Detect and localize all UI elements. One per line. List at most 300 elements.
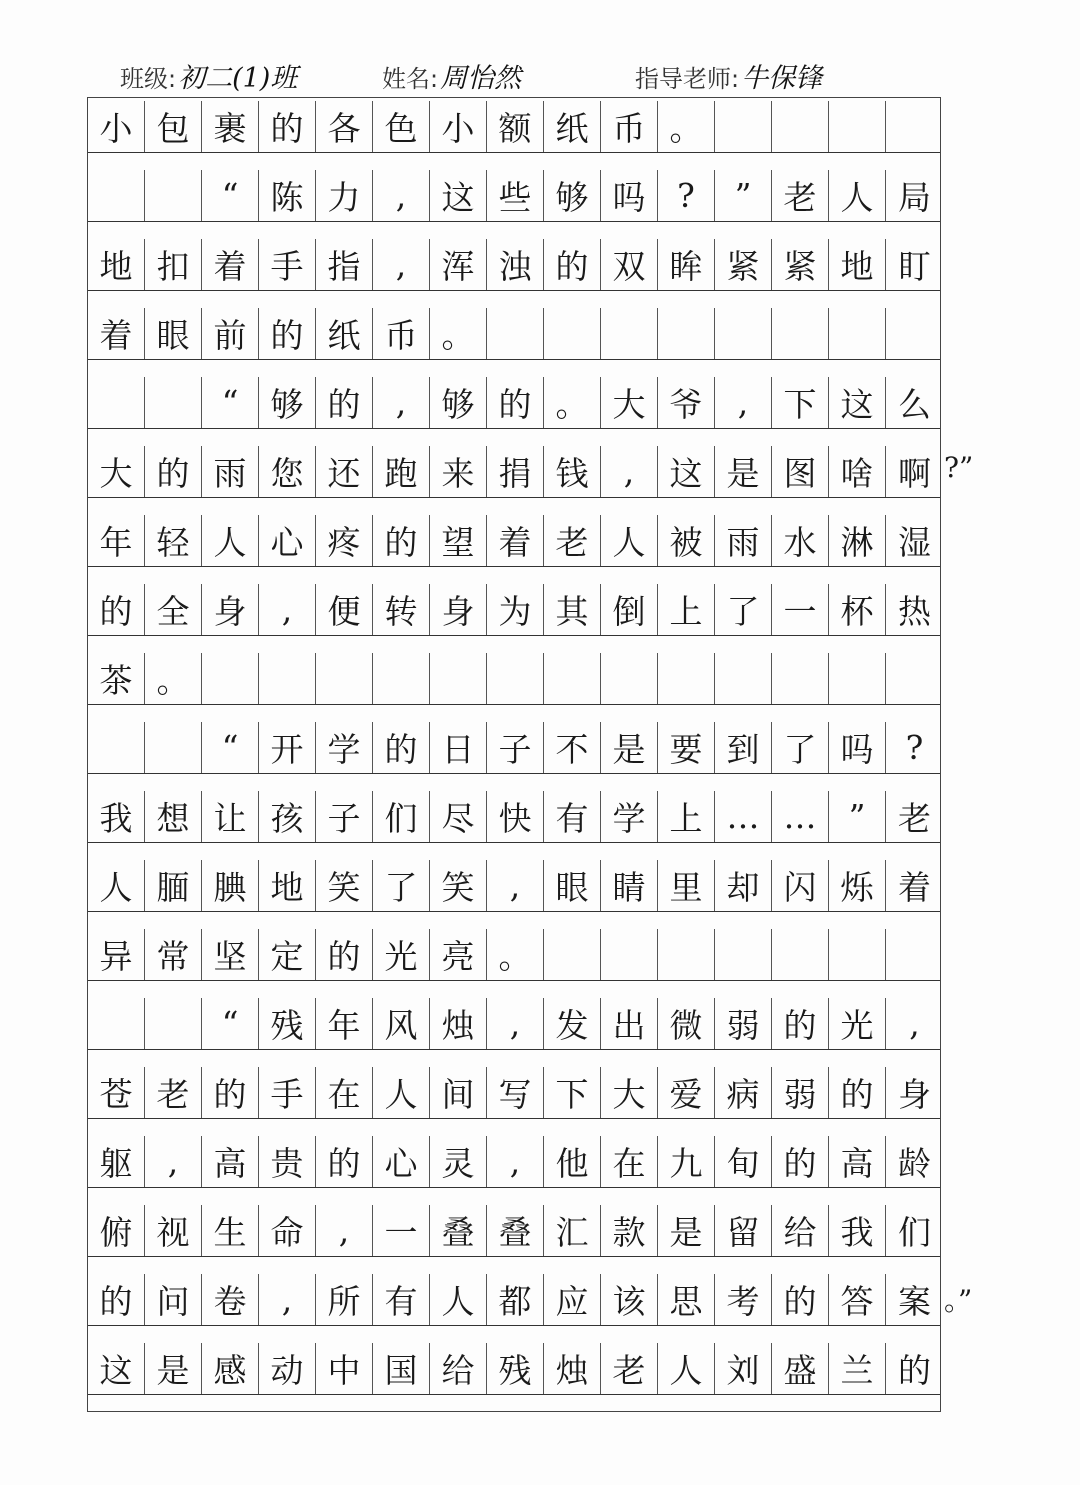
grid-cell — [886, 308, 943, 359]
grid-cell: 爱 — [658, 1067, 715, 1118]
name-field — [382, 56, 521, 95]
grid-cell: 孩 — [259, 791, 316, 842]
grid-cell — [658, 929, 715, 980]
grid-cell: 兰 — [829, 1343, 886, 1394]
grid-cell: 出 — [601, 998, 658, 1049]
grid-cell: 的 — [772, 1136, 829, 1187]
grid-cell: 腼 — [145, 860, 202, 911]
grid-cell: 生 — [202, 1205, 259, 1256]
grid-cell: , — [715, 377, 772, 428]
grid-cell: 杯 — [829, 584, 886, 635]
grid-cell: 答 — [829, 1274, 886, 1325]
grid-cell: 。 — [487, 929, 544, 980]
grid-cell — [772, 308, 829, 359]
grid-cell: 考 — [715, 1274, 772, 1325]
grid-cell: 浑 — [430, 239, 487, 290]
grid-row — [88, 998, 940, 1050]
grid-cell: 雨 — [715, 515, 772, 566]
grid-cell: 却 — [715, 860, 772, 911]
teacher-field — [635, 56, 822, 95]
grid-cell: 吗 — [601, 170, 658, 221]
grid-cell: 够 — [259, 377, 316, 428]
grid-cell: 人 — [601, 515, 658, 566]
grid-cell: 。 — [544, 377, 601, 428]
grid-cell: , — [259, 584, 316, 635]
grid-cell — [544, 653, 601, 704]
grid-cell: 热 — [898, 592, 931, 631]
grid-cell: 给 — [772, 1205, 829, 1256]
grid-cell: 人 — [658, 1343, 715, 1394]
grid-cell — [544, 308, 601, 359]
grid-cell: , — [259, 1274, 316, 1325]
grid-cell: 手 — [259, 239, 316, 290]
grid-cell: 思 — [658, 1274, 715, 1325]
grid-cell: 有 — [373, 1274, 430, 1325]
grid-cell: 捐 — [487, 446, 544, 497]
grid-cell — [145, 998, 202, 1049]
grid-cell: 笑 — [316, 860, 373, 911]
grid-cell: 色 — [373, 101, 430, 152]
grid-cell: 想 — [145, 791, 202, 842]
grid-cell: 钱 — [544, 446, 601, 497]
grid-cell: 的 — [487, 377, 544, 428]
grid-cell: 眸 — [658, 239, 715, 290]
grid-cell: 这 — [658, 446, 715, 497]
grid-cell — [145, 722, 202, 773]
grid-cell: 人 — [202, 515, 259, 566]
grid-cell: 淋 — [829, 515, 886, 566]
grid-cell: 么 — [898, 385, 931, 424]
grid-cell — [601, 308, 658, 359]
grid-cell: 残 — [487, 1343, 544, 1394]
grid-cell: 指 — [316, 239, 373, 290]
grid-cell: 的 — [316, 377, 373, 428]
grid-cell: 着 — [88, 308, 145, 359]
grid-row — [88, 1274, 940, 1326]
grid-cell: 人 — [88, 860, 145, 911]
grid-cell — [487, 653, 544, 704]
grid-cell: 上 — [658, 791, 715, 842]
grid-cell: 紧 — [772, 239, 829, 290]
grid-cell: 身 — [202, 584, 259, 635]
grid-cell: 望 — [430, 515, 487, 566]
class-value: 初二(1)班 — [178, 63, 298, 94]
grid-cell: … — [772, 791, 829, 842]
grid-cell: 着 — [202, 239, 259, 290]
grid-cell: 图 — [772, 446, 829, 497]
grid-row — [88, 1205, 940, 1257]
grid-cell — [886, 101, 943, 152]
grid-cell: 弱 — [715, 998, 772, 1049]
grid-cell: 间 — [430, 1067, 487, 1118]
grid-cell: 裹 — [202, 101, 259, 152]
grid-cell — [601, 653, 658, 704]
grid-cell — [487, 308, 544, 359]
grid-cell: 着 — [898, 868, 931, 907]
grid-cell: 烛 — [544, 1343, 601, 1394]
grid-cell: 啥 — [829, 446, 886, 497]
grid-cell: , — [487, 998, 544, 1049]
grid-row — [88, 1067, 940, 1119]
grid-cell: 案 — [898, 1282, 931, 1321]
grid-cell: 人 — [829, 170, 886, 221]
sheet-header — [120, 50, 960, 96]
grid-cell: 日 — [430, 722, 487, 773]
grid-cell: 闪 — [772, 860, 829, 911]
grid-cell — [373, 653, 430, 704]
grid-cell: “ — [202, 998, 259, 1049]
grid-cell: 水 — [772, 515, 829, 566]
grid-cell: 纸 — [544, 101, 601, 152]
grid-cell: 灵 — [430, 1136, 487, 1187]
grid-cell: 微 — [658, 998, 715, 1049]
grid-cell: 烁 — [829, 860, 886, 911]
grid-cell — [88, 377, 145, 428]
grid-cell: ” — [715, 170, 772, 221]
grid-cell: 币 — [373, 308, 430, 359]
grid-cell: 。 — [658, 101, 715, 152]
grid-cell: 够 — [544, 170, 601, 221]
grid-cell: 小 — [88, 101, 145, 152]
grid-cell: 着 — [487, 515, 544, 566]
grid-cell: 盛 — [772, 1343, 829, 1394]
grid-cell: 身 — [430, 584, 487, 635]
grid-cell: 双 — [601, 239, 658, 290]
grid-cell: 的 — [373, 722, 430, 773]
grid-cell: 刘 — [715, 1343, 772, 1394]
grid-cell: 老 — [544, 515, 601, 566]
grid-cell: 前 — [202, 308, 259, 359]
grid-cell: … — [715, 791, 772, 842]
grid-cell: 是 — [145, 1343, 202, 1394]
grid-cell: , — [373, 239, 430, 290]
grid-cell: 的 — [202, 1067, 259, 1118]
grid-cell: , — [145, 1136, 202, 1187]
grid-cell: 地 — [88, 239, 145, 290]
grid-cell: 身 — [898, 1075, 931, 1114]
grid-cell: 人 — [430, 1274, 487, 1325]
grid-cell: 下 — [544, 1067, 601, 1118]
grid-cell: 异 — [88, 929, 145, 980]
grid-cell: 睛 — [601, 860, 658, 911]
grid-cell: ? — [658, 170, 715, 221]
grid-cell: 转 — [373, 584, 430, 635]
grid-cell: 烛 — [430, 998, 487, 1049]
grid-cell — [829, 653, 886, 704]
grid-cell: 的 — [829, 1067, 886, 1118]
grid-cell: 这 — [88, 1343, 145, 1394]
grid-cell: 常 — [145, 929, 202, 980]
grid-cell — [715, 929, 772, 980]
grid-cell: 包 — [145, 101, 202, 152]
grid-cell: 的 — [259, 101, 316, 152]
grid-cell: 卷 — [202, 1274, 259, 1325]
grid-cell — [544, 929, 601, 980]
grid-cell: , — [487, 1136, 544, 1187]
grid-cell: 九 — [658, 1136, 715, 1187]
grid-cell: 写 — [487, 1067, 544, 1118]
grid-cell: 陈 — [259, 170, 316, 221]
grid-cell: 了 — [772, 722, 829, 773]
grid-cell: 扣 — [145, 239, 202, 290]
grid-cell: “ — [202, 722, 259, 773]
grid-cell: 这 — [430, 170, 487, 221]
grid-cell: 的 — [316, 929, 373, 980]
grid-row — [88, 377, 940, 429]
grid-cell: , — [487, 860, 544, 911]
grid-cell: 浊 — [487, 239, 544, 290]
grid-row — [88, 446, 940, 498]
name-value: 周怡然 — [440, 63, 522, 94]
grid-cell: 茶 — [88, 653, 145, 704]
grid-cell: 轻 — [145, 515, 202, 566]
grid-row — [88, 1136, 940, 1188]
grid-cell: 来 — [430, 446, 487, 497]
grid-cell: 。 — [430, 308, 487, 359]
grid-cell: 中 — [316, 1343, 373, 1394]
grid-cell: 力 — [316, 170, 373, 221]
grid-cell: 子 — [487, 722, 544, 773]
grid-cell: 有 — [544, 791, 601, 842]
grid-row — [88, 584, 940, 636]
grid-cell: 被 — [658, 515, 715, 566]
grid-cell: 该 — [601, 1274, 658, 1325]
grid-cell: 所 — [316, 1274, 373, 1325]
grid-cell: 要 — [658, 722, 715, 773]
class-field — [120, 56, 297, 95]
grid-cell — [259, 653, 316, 704]
grid-cell: 问 — [145, 1274, 202, 1325]
grid-cell — [715, 308, 772, 359]
margin-punctuation: 。” — [944, 1284, 973, 1317]
grid-cell: 上 — [658, 584, 715, 635]
grid-cell: ? — [905, 728, 924, 767]
grid-cell: , — [373, 170, 430, 221]
grid-cell: 地 — [829, 239, 886, 290]
name-label: 姓名: — [382, 65, 439, 93]
grid-cell: 大 — [88, 446, 145, 497]
grid-cell: 他 — [544, 1136, 601, 1187]
grid-cell: 贵 — [259, 1136, 316, 1187]
grid-cell: 龄 — [898, 1144, 931, 1183]
grid-cell: 是 — [715, 446, 772, 497]
grid-cell — [658, 308, 715, 359]
grid-cell: 手 — [259, 1067, 316, 1118]
grid-cell: 人 — [373, 1067, 430, 1118]
grid-cell: 的 — [544, 239, 601, 290]
grid-cell: 全 — [145, 584, 202, 635]
grid-cell — [772, 653, 829, 704]
grid-row — [88, 722, 940, 774]
margin-punctuation: ?” — [944, 451, 974, 484]
grid-cell: 汇 — [544, 1205, 601, 1256]
grid-cell: , — [601, 446, 658, 497]
grid-cell: 老 — [145, 1067, 202, 1118]
grid-cell: 不 — [544, 722, 601, 773]
grid-cell: 一 — [772, 584, 829, 635]
grid-cell — [145, 170, 202, 221]
grid-cell — [772, 929, 829, 980]
grid-cell: 弱 — [772, 1067, 829, 1118]
grid-cell: 光 — [829, 998, 886, 1049]
grid-cell: 了 — [715, 584, 772, 635]
grid-cell: 叠 — [430, 1205, 487, 1256]
grid-cell: 开 — [259, 722, 316, 773]
writing-grid — [87, 97, 941, 1412]
grid-row — [88, 308, 940, 360]
grid-cell — [601, 929, 658, 980]
grid-cell: 学 — [601, 791, 658, 842]
grid-cell: 病 — [715, 1067, 772, 1118]
grid-cell: 留 — [715, 1205, 772, 1256]
grid-cell: 这 — [829, 377, 886, 428]
grid-cell: 应 — [544, 1274, 601, 1325]
grid-cell — [88, 998, 145, 1049]
grid-cell: 的 — [259, 308, 316, 359]
grid-row — [88, 791, 940, 843]
grid-cell: 动 — [259, 1343, 316, 1394]
grid-cell: 款 — [601, 1205, 658, 1256]
grid-cell: , — [316, 1205, 373, 1256]
grid-cell: 一 — [373, 1205, 430, 1256]
grid-cell: 的 — [772, 998, 829, 1049]
grid-cell: 快 — [487, 791, 544, 842]
grid-cell: 雨 — [202, 446, 259, 497]
grid-cell — [772, 101, 829, 152]
grid-cell: 老 — [898, 799, 931, 838]
grid-cell: 光 — [373, 929, 430, 980]
grid-cell: 眼 — [145, 308, 202, 359]
grid-cell: 其 — [544, 584, 601, 635]
grid-cell: 的 — [772, 1274, 829, 1325]
grid-cell: 紧 — [715, 239, 772, 290]
grid-cell: 躯 — [88, 1136, 145, 1187]
grid-cell — [886, 653, 943, 704]
grid-cell: 腆 — [202, 860, 259, 911]
grid-cell: 旬 — [715, 1136, 772, 1187]
grid-cell: 们 — [898, 1213, 931, 1252]
grid-cell: 们 — [373, 791, 430, 842]
grid-cell: 小 — [430, 101, 487, 152]
grid-cell: 您 — [259, 446, 316, 497]
grid-cell: 高 — [829, 1136, 886, 1187]
grid-cell: 叠 — [487, 1205, 544, 1256]
grid-cell: 给 — [430, 1343, 487, 1394]
grid-cell: , — [909, 1004, 920, 1043]
grid-cell — [715, 653, 772, 704]
grid-cell: 感 — [202, 1343, 259, 1394]
grid-cell: 的 — [316, 1136, 373, 1187]
grid-row — [88, 860, 940, 912]
grid-row — [88, 515, 940, 567]
grid-cell: 高 — [202, 1136, 259, 1187]
grid-cell: “ — [202, 170, 259, 221]
grid-cell: 残 — [259, 998, 316, 1049]
grid-cell — [886, 929, 943, 980]
grid-cell: 额 — [487, 101, 544, 152]
grid-cell — [145, 377, 202, 428]
grid-cell: 坚 — [202, 929, 259, 980]
grid-cell — [430, 653, 487, 704]
grid-cell: 盯 — [898, 247, 931, 286]
grid-cell: 我 — [829, 1205, 886, 1256]
grid-cell — [829, 929, 886, 980]
grid-cell: 到 — [715, 722, 772, 773]
grid-cell: 的 — [88, 1274, 145, 1325]
grid-row — [88, 929, 940, 981]
grid-cell: 年 — [316, 998, 373, 1049]
grid-cell: 还 — [316, 446, 373, 497]
grid-cell: 子 — [316, 791, 373, 842]
grid-cell: 大 — [601, 377, 658, 428]
grid-cell: 里 — [658, 860, 715, 911]
grid-cell: 老 — [772, 170, 829, 221]
grid-cell: 跑 — [373, 446, 430, 497]
grid-cell — [829, 101, 886, 152]
grid-cell: 学 — [316, 722, 373, 773]
grid-cell: 在 — [316, 1067, 373, 1118]
grid-cell: 地 — [259, 860, 316, 911]
grid-cell: 心 — [373, 1136, 430, 1187]
teacher-value: 牛保锋 — [741, 63, 823, 94]
grid-cell: 在 — [601, 1136, 658, 1187]
grid-row — [88, 101, 940, 153]
grid-cell: 够 — [430, 377, 487, 428]
grid-cell: 都 — [487, 1274, 544, 1325]
grid-cell: 是 — [601, 722, 658, 773]
grid-cell: 爷 — [658, 377, 715, 428]
grid-cell — [88, 722, 145, 773]
grid-cell: 国 — [373, 1343, 430, 1394]
grid-cell: 大 — [601, 1067, 658, 1118]
grid-cell: 些 — [487, 170, 544, 221]
grid-cell: “ — [202, 377, 259, 428]
grid-cell: 发 — [544, 998, 601, 1049]
grid-cell — [658, 653, 715, 704]
grid-cell: 纸 — [316, 308, 373, 359]
grid-cell: 命 — [259, 1205, 316, 1256]
grid-cell: 币 — [601, 101, 658, 152]
grid-cell — [202, 653, 259, 704]
grid-cell: 便 — [316, 584, 373, 635]
grid-cell — [88, 170, 145, 221]
grid-cell: 局 — [898, 178, 931, 217]
grid-row — [88, 170, 940, 222]
teacher-label: 指导老师: — [635, 65, 740, 93]
grid-cell: 的 — [145, 446, 202, 497]
grid-cell: 笑 — [430, 860, 487, 911]
grid-row — [88, 653, 940, 705]
grid-row — [88, 239, 940, 291]
grid-cell: 俯 — [88, 1205, 145, 1256]
grid-cell — [715, 101, 772, 152]
grid-cell: 了 — [373, 860, 430, 911]
grid-cell: 视 — [145, 1205, 202, 1256]
class-label: 班级: — [120, 65, 177, 93]
grid-cell — [829, 308, 886, 359]
grid-cell: 下 — [772, 377, 829, 428]
grid-cell: 亮 — [430, 929, 487, 980]
grid-cell: 苍 — [88, 1067, 145, 1118]
grid-cell: 湿 — [898, 523, 931, 562]
grid-cell: 眼 — [544, 860, 601, 911]
grid-cell: 让 — [202, 791, 259, 842]
grid-row — [88, 1343, 940, 1395]
grid-cell: 是 — [658, 1205, 715, 1256]
grid-cell: 为 — [487, 584, 544, 635]
grid-cell: 倒 — [601, 584, 658, 635]
grid-cell: 定 — [259, 929, 316, 980]
